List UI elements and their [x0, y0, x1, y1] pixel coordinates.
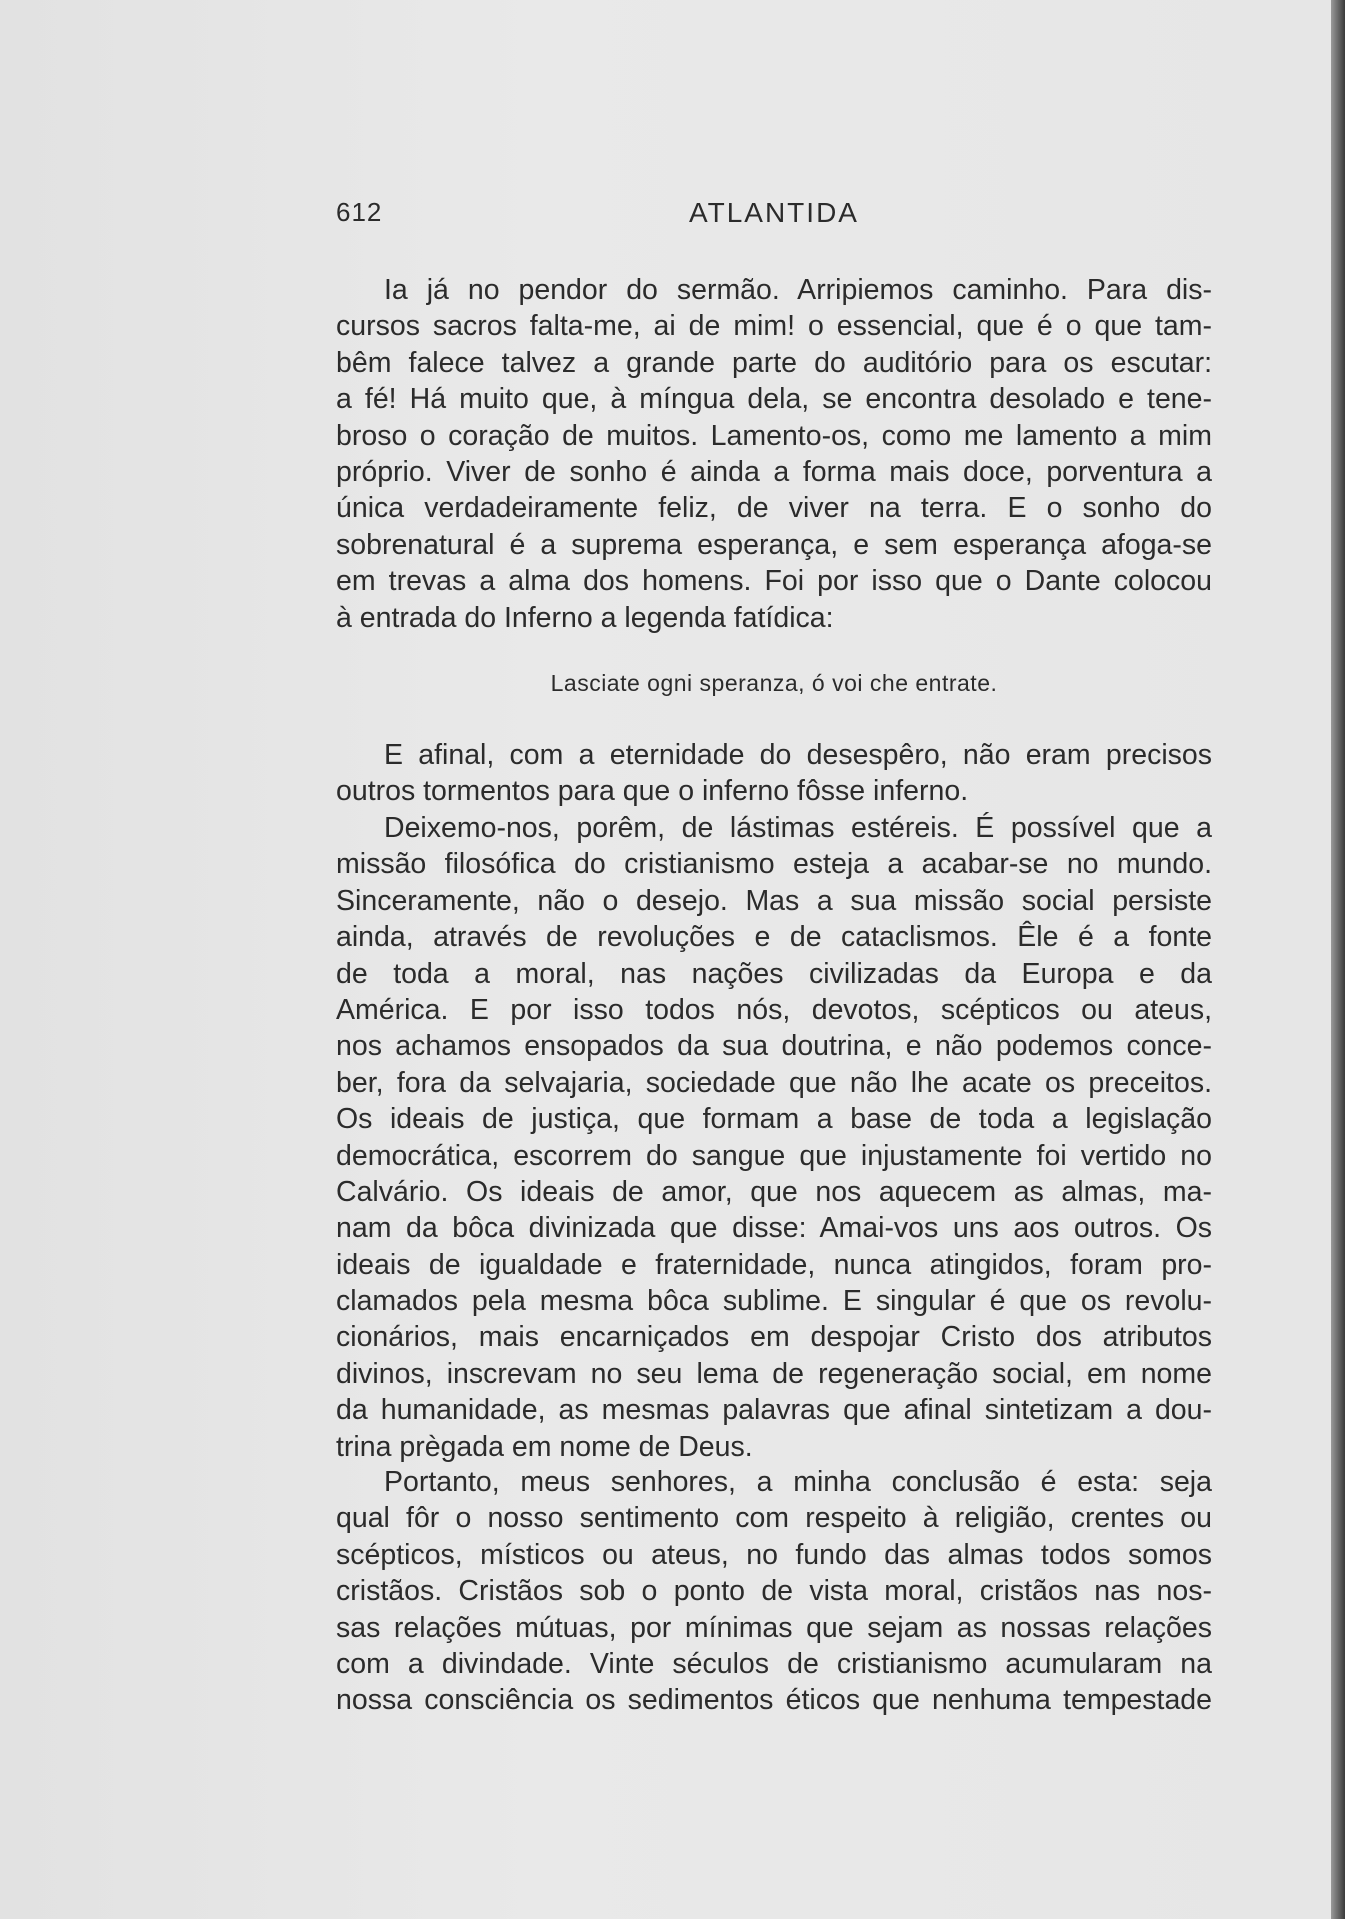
paragraph-line: Deixemo-nos, porêm, de lástimas estéreis. É possível que a: [384, 812, 1212, 844]
paragraph-1: [336, 272, 1212, 636]
paragraph-line: sas relações mútuas, por mínimas que sejam as nossas relações: [336, 1611, 1212, 1644]
paragraph-line: outros tormentos para que o inferno fôsse inferno.: [336, 775, 969, 808]
page-edge-shadow: [1331, 0, 1345, 1919]
page-number: 612: [336, 197, 383, 227]
paragraph-line: clamados pela mesma bôca sublime. E singular é que os revolu-: [336, 1285, 1212, 1318]
paragraph-4: [336, 1464, 1212, 1719]
paragraph-line: em trevas a alma dos homens. Foi por isso que o Dante colocou: [336, 565, 1212, 598]
paragraph-line: cursos sacros falta-me, ai de mim! o essencial, que é o que tam-: [336, 310, 1212, 343]
paragraph-line: scépticos, místicos ou ateus, no fundo das almas todos somos: [336, 1538, 1212, 1571]
paragraph-line: próprio. Viver de sonho é ainda a forma mais doce, porventura a: [336, 455, 1212, 488]
paragraph-line: nam da bôca divinizada que disse: Amai-vos uns aos outros. Os: [336, 1212, 1212, 1245]
paragraph-line: nos achamos ensopados da sua doutrina, e não podemos conce-: [336, 1030, 1212, 1063]
paragraph-line: trina prègada em nome de Deus.: [336, 1430, 753, 1463]
running-title: ATLANTIDA: [689, 197, 859, 228]
paragraph-line: única verdadeiramente feliz, de viver na terra. E o sonho do: [336, 492, 1212, 525]
paragraph-line: broso o coração de muitos. Lamento-os, como me lamento a mim: [336, 419, 1212, 452]
paragraph-line: sobrenatural é a suprema esperança, e sem esperança afoga-se: [336, 528, 1212, 561]
paragraph-line: ainda, através de revoluções e de cataclismos. Êle é a fonte: [336, 921, 1212, 954]
paragraph-line: bêm falece talvez a grande parte do auditório para os escutar:: [336, 346, 1212, 379]
paragraph-line: Os ideais de justiça, que formam a base de toda a legislação: [336, 1103, 1212, 1136]
paragraph-line: ideais de igualdade e fraternidade, nunca atingidos, foram pro-: [336, 1248, 1212, 1281]
paragraph-line: E afinal, com a eternidade do desespêro, não eram precisos: [384, 739, 1212, 771]
paragraph-line: nossa consciência os sedimentos éticos que nenhuma tempestade: [336, 1684, 1212, 1717]
paragraph-line: ber, fora da selvajaria, sociedade que não lhe acate os preceitos.: [336, 1066, 1212, 1099]
paragraph-line: cionários, mais encarniçados em despojar Cristo dos atributos: [336, 1321, 1212, 1354]
paragraph-line: América. E por isso todos nós, devotos, scépticos ou ateus,: [336, 993, 1212, 1026]
paragraph-line: cristãos. Cristãos sob o ponto de vista moral, cristãos nas nos-: [336, 1575, 1212, 1608]
paragraph-line: de toda a moral, nas nações civilizadas da Europa e da: [336, 957, 1212, 990]
paragraph-line: da humanidade, as mesmas palavras que afinal sintetizam a dou-: [336, 1394, 1212, 1427]
paragraph-line: Portanto, meus senhores, a minha conclusão é esta: seja: [384, 1466, 1212, 1498]
paragraph-line: missão filosófica do cristianismo esteja a acabar-se no mundo.: [336, 848, 1212, 881]
paragraph-line: com a divindade. Vinte séculos de cristianismo acumularam na: [336, 1647, 1212, 1680]
paragraph-line: Calvário. Os ideais de amor, que nos aquecem as almas, ma-: [336, 1175, 1212, 1208]
paragraph-line: Sinceramente, não o desejo. Mas a sua missão social persiste: [336, 884, 1212, 917]
paragraph-line: a fé! Há muito que, à míngua dela, se encontra desolado e tene-: [336, 383, 1212, 416]
paragraph-line: qual fôr o nosso sentimento com respeito à religião, crentes ou: [336, 1502, 1212, 1535]
paragraph-2: [336, 737, 1212, 810]
page-header: [336, 197, 1212, 233]
paragraph-3: [336, 810, 1212, 1465]
paragraph-line: divinos, inscrevam no seu lema de regeneração social, em nome: [336, 1357, 1212, 1390]
block-quote: Lasciate ogni speranza, ó voi che entrate.: [550, 670, 998, 696]
paragraph-line: à entrada do Inferno a legenda fatídica:: [336, 601, 834, 634]
paragraph-line: Ia já no pendor do sermão. Arripiemos caminho. Para dis-: [384, 274, 1212, 306]
paragraph-line: democrática, escorrem do sangue que injustamente foi vertido no: [336, 1139, 1212, 1172]
